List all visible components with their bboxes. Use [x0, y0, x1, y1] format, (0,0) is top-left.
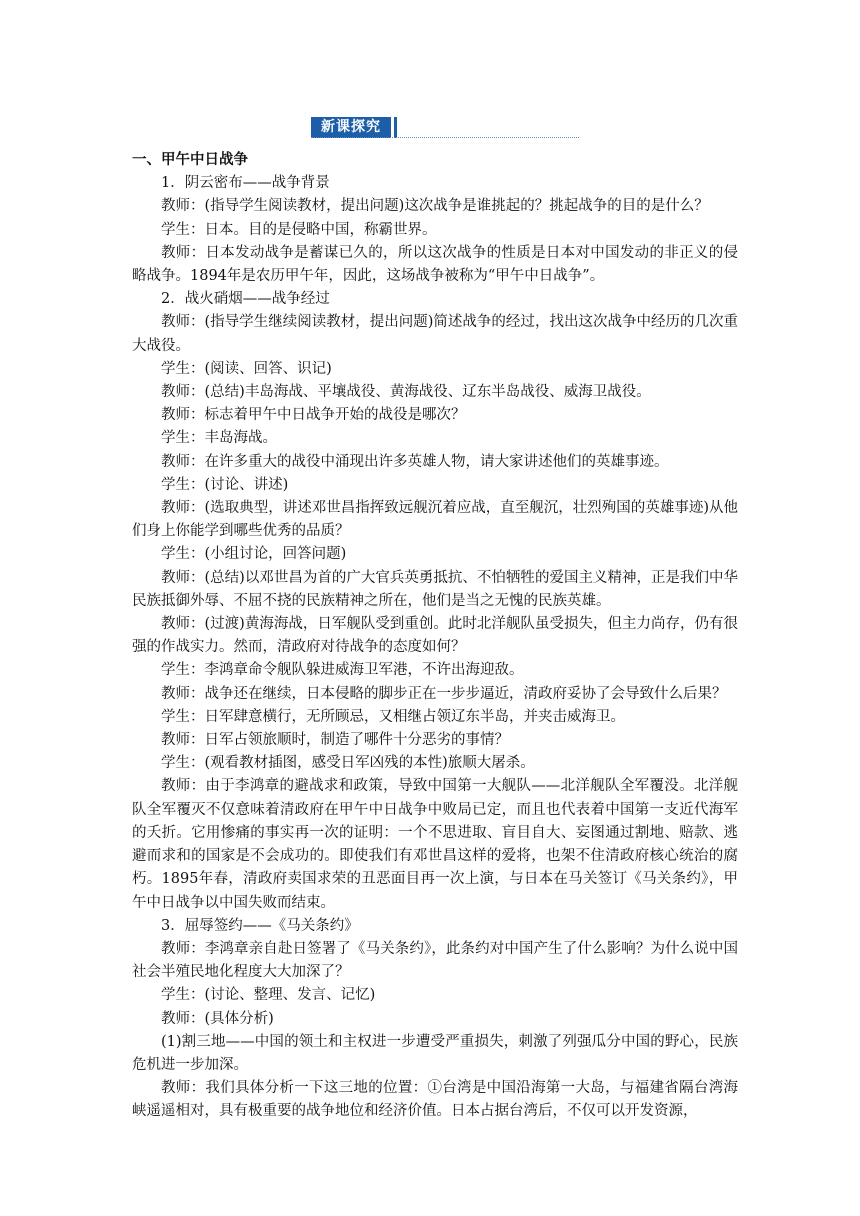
paragraph: 3．屈辱签约——《马关条约》	[161, 917, 359, 934]
paragraph: 学生：(讨论、讲述)	[161, 476, 289, 493]
paragraph: 教师：标志着甲午中日战争开始的战役是哪次？	[161, 407, 466, 424]
paragraph: 学生：日本。目的是侵略中国，称霸世界。	[161, 221, 437, 238]
paragraph: 教师：由于李鸿章的避战求和政策，导致中国第一大舰队——北洋舰队全军覆没。北洋舰队全军覆灭不仅意味着清政府在甲午中日战争中败局已定，而且也代表着中国第一支近代海军的夭折。它用惨痛的事实再一次的证明：一个不思进取、盲目自大、妄图通过割地、赔款、逃避而求和的国家是不会成功的。即使我们有邓世昌这样的爱将，也架不住清政府核心统治的腐朽。1895年春，清政府卖国求荣的丑恶面目再一次上演，与日本在马关签订《马关条约》，甲午中日战争以中国失败而结束。	[132, 778, 738, 911]
paragraph: 2．战火硝烟——战争经过	[161, 291, 330, 308]
paragraph: 教师：日本发动战争是蓄谋已久的，所以这次战争的性质是日本对中国发动的非正义的侵略战争。1894年是农历甲午年，因此，这场战争被称为“甲午中日战争”。	[132, 244, 738, 285]
paragraph: 学生：(讨论、整理、发言、记忆)	[161, 987, 376, 1004]
paragraph: 学生：(阅读、回答、识记)	[161, 360, 332, 377]
paragraph: 1．阴云密布——战争背景	[161, 175, 330, 192]
paragraph: 教师：(指导学生阅读教材，提出问题)这次战争是谁挑起的？挑起战争的目的是什么？	[161, 198, 709, 215]
paragraph: 教师：(指导学生继续阅读教材，提出问题)简述战争的经过，找出这次战争中经历的几次重大战役。	[132, 314, 738, 354]
section-banner	[311, 117, 397, 138]
paragraph: 学生：(小组讨论，回答问题)	[161, 546, 347, 563]
paragraph: 教师：在许多重大的战役中涌现出许多英雄人物，请大家讲述他们的英雄事迹。	[161, 453, 669, 470]
paragraph: (1)割三地——中国的领土和主权进一步遭受严重损失，刺激了列强瓜分中国的野心，民族危机进一步加深。	[132, 1033, 738, 1073]
banner-accent-bar	[394, 117, 397, 138]
paragraph: 学生：丰岛海战。	[161, 430, 277, 447]
section-banner-title: 新课探究	[311, 117, 391, 138]
section-heading: 一、甲午中日战争	[132, 152, 248, 168]
paragraph: 教师：李鸿章亲自赴日签署了《马关条约》，此条约对中国产生了什么影响？为什么说中国社会半殖民地化程度大大加深了？	[132, 940, 738, 981]
paragraph: 教师：(选取典型，讲述邓世昌指挥致远舰沉着应战，直至舰沉，壮烈殉国的英雄事迹)从他们身上你能学到哪些优秀的品质？	[132, 500, 738, 540]
paragraph: 教师：(过渡)黄海海战，日军舰队受到重创。此时北洋舰队虽受损失，但主力尚存，仍有很强的作战实力。然而，清政府对待战争的态度如何？	[132, 616, 738, 656]
paragraph: 学生：李鸿章命令舰队躲进威海卫军港，不许出海迎敌。	[161, 662, 524, 679]
paragraph: 教师：我们具体分析一下这三地的位置：①台湾是中国沿海第一大岛，与福建省隔台湾海峡遥遥相对，具有极重要的战争地位和经济价值。日本占据台湾后，不仅可以开发资源，	[132, 1080, 738, 1120]
paragraph: 学生：(观看教材插图，感受日军凶残的本性)旅顺大屠杀。	[161, 755, 535, 772]
paragraph: 教师：战争还在继续，日本侵略的脚步正在一步步逼近，清政府妥协了会导致什么后果？	[161, 685, 727, 702]
paragraph: 学生：日军肆意横行，无所顾忌，又相继占领辽东半岛，并夹击威海卫。	[161, 708, 625, 725]
paragraph-list	[132, 172, 738, 1123]
paragraph: 教师：日军占领旅顺时，制造了哪件十分恶劣的事情？	[161, 732, 509, 749]
paragraph: 教师：(具体分析)	[161, 1010, 274, 1027]
banner-rule	[311, 137, 579, 138]
paragraph: 教师：(总结)以邓世昌为首的广大官兵英勇抵抗、不怕牺牲的爱国主义精神，正是我们中华民族抵御外辱、不屈不挠的民族精神之所在，他们是当之无愧的民族英雄。	[132, 569, 738, 609]
document-body	[132, 149, 738, 1124]
paragraph: 教师：(总结)丰岛海战、平壤战役、黄海战役、辽东半岛战役、威海卫战役。	[161, 384, 651, 401]
